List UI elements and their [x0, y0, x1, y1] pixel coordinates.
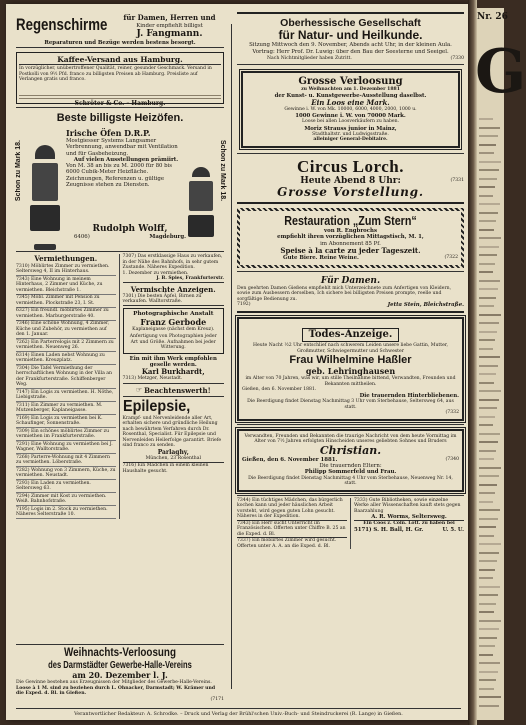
text-line	[479, 696, 501, 698]
text-line	[479, 484, 497, 486]
coffee-ad	[16, 50, 224, 108]
bottom-right-lottery: Ein Coos z. Cöln. Lott. zu haben bei	[363, 521, 455, 527]
text-line	[479, 297, 496, 299]
circus-show: Grosse Vorstellung.	[277, 184, 424, 199]
text-line	[479, 263, 495, 265]
text-line	[479, 169, 499, 171]
death2-place: Gießen, den 6. November 1881.	[242, 456, 338, 463]
text-line	[479, 560, 497, 562]
text-line	[479, 127, 500, 129]
text-line	[479, 399, 499, 401]
next-page-initial: G	[475, 37, 526, 107]
stove-icon	[35, 145, 55, 159]
lottery-title: Grosse Verloosung	[298, 76, 403, 88]
text-line	[479, 441, 498, 443]
ladies-title: Für Damen.	[320, 275, 381, 286]
text-line	[479, 288, 498, 290]
restaurant-beer: Gute Biere. Reine Weine.	[283, 255, 359, 262]
text-line	[479, 637, 497, 639]
text-line	[479, 662, 500, 664]
column-rule	[231, 24, 232, 689]
christmas-text: Die Gewinne bestehen aus Erzeugnissen der Mitglieder des Gewerbe-Halle-Vereins.	[16, 680, 212, 685]
lottery-date: zu Weihnachten am 1. Dezember 1881	[301, 87, 400, 93]
society-num: (7330	[450, 55, 464, 61]
next-page-edge	[475, 8, 526, 720]
death1-text: Heute Nacht ½2 Uhr entschlief nach schwerem Leiden unsere liebe Gattin, Mutter, Großmutter, Schwiegermutter und Schwester	[253, 343, 448, 354]
text-line	[479, 246, 499, 248]
lottery-line-1: Gewinne i. W. von Mk. 10000, 6000, 4000, 2000, 1000 u.	[284, 107, 417, 113]
restaurant-menu: Speise à la carte zu jeder Tageszeit.	[280, 245, 421, 255]
death2-num: (7340	[445, 456, 459, 462]
heater-body-5: Zeichnungen, Referenzen u. gültige Zeugnisse stehen zu Diensten.	[66, 175, 165, 189]
text-line	[479, 203, 500, 205]
stove-illustration-left	[30, 144, 60, 234]
rental-item: 7346) Eine schöne Wohnung, 4 Zimmer, Küche und Zubehör, zu vermiethen auf den 1. Januar.	[16, 321, 116, 340]
text-line	[479, 594, 498, 596]
death1-born: geb. Lehringhausen	[305, 366, 396, 377]
death1-title: Todes-Anzeige.	[302, 328, 400, 342]
bottom-left-text-3: 7337) Ein möblirtes Zimmer wird gesucht. Offerten unter A. A. an die Exped. d. Bl.	[237, 538, 337, 549]
rentals-list	[16, 263, 116, 519]
society-meeting: Sitzung Mittwoch den 9. November, Abends acht Uhr, in der kleinen Aula.	[249, 42, 452, 48]
mixed-title: Vermischte Anzeigen.	[130, 284, 216, 294]
text-line	[479, 645, 495, 647]
heater-firm: Rudolph Wolff,	[92, 224, 168, 234]
photo-title: Photographische Anstalt	[133, 310, 214, 317]
notice-3: J. B. Spies, Frankfurterstr.	[123, 276, 224, 283]
umbrella-note: Reparaturen und Bezüge werden bestens besorgt.	[44, 39, 196, 46]
rentals-title: Vermiethungen.	[34, 254, 98, 263]
text-line	[479, 186, 495, 188]
heater-ad	[16, 110, 224, 252]
burkhardt-addr: 7313) Metzger, Neustadt.	[123, 376, 224, 384]
text-line	[479, 339, 495, 341]
next-page-number: Nr. 26	[477, 12, 508, 22]
text-line	[479, 178, 497, 180]
lottery-ad	[237, 67, 464, 154]
text-line	[479, 322, 499, 324]
text-line	[479, 518, 498, 520]
bottom-ads	[237, 498, 464, 550]
restaurant-num: (7322	[444, 255, 458, 261]
umbrella-line-2: Kinder empfiehlt billigst	[136, 22, 203, 29]
death1-funeral: Die Beerdigung findet Dienstag Nachmittag 3 Uhr vom Sterbehause, Seltersweg 64, aus statt.	[247, 399, 454, 410]
umbrella-line-1: für Damen, Herren und	[123, 13, 216, 22]
rental-item: 6314) Einen Laden nebst Wohnung zu vermiethen. Kreuzplatz.	[16, 352, 116, 365]
christmas-headline: Weihnachts-Verloosung	[64, 645, 176, 659]
lottery-price: Ein Loos eine Mark.	[311, 97, 390, 107]
death-notice-1	[237, 315, 464, 424]
text-line	[479, 135, 498, 137]
mixed-column	[123, 254, 224, 519]
newspaper-page	[6, 4, 468, 720]
bottom-right-mark: U. 5. U.	[442, 526, 465, 533]
restaurant-ad	[237, 206, 464, 272]
rental-item: 7309) Ein schönes möblirtes Zimmer zu vermiethen im Frankfurterstraße.	[16, 428, 116, 441]
christmas-sub: des Darmstädter Gewerbe-Halle-Vereins	[48, 659, 192, 671]
circus-line: Heute Abend 8 Uhr:	[300, 175, 401, 186]
rental-item: 7345) Möbl. Zimmer mit Pension zu vermiethen. Plockstraße 23, I. St.	[16, 295, 116, 308]
lottery-line-2: 1000 Gewinne i. W. von 70000 Mark.	[295, 112, 406, 119]
text-line	[479, 356, 500, 358]
christmas-lottery-ad	[16, 644, 224, 702]
death2-funeral: Die Beerdigung findet Dienstag Nachmittag 4 Uhr vom Sterbehause, Neuenweg Nr. 14, statt.	[248, 475, 453, 487]
death1-name: Frau Wilhelmine Haßler	[289, 354, 412, 367]
rental-item: 7282) Wohnung von 3 Zimmern, Küche, zu vermiethen. Neustadt.	[16, 467, 116, 478]
burkhardt-name: Karl Burkhardt,	[141, 367, 205, 377]
text-line	[479, 705, 499, 707]
death2-mourners: Die trauernden Eltern:	[319, 463, 382, 470]
heater-body-2: Mostgiesser Systems Langsamer Verbrennung, anwendbar mit Ventilation und für Gasbeheizung.	[66, 138, 178, 157]
lottery-line-3: Loose bei allen Loosverkäufern zu haben.	[301, 119, 400, 125]
umbrella-ad	[16, 12, 224, 48]
text-line	[479, 671, 498, 673]
text-line	[479, 220, 496, 222]
lottery-sub: der Kunst- u. Kunstgewerbe-Ausstellung daselbst.	[274, 92, 427, 99]
photo-addr: Kaplaneigasse (nächst dem Kreuz).	[132, 326, 215, 332]
restaurant-text: empfiehlt ihren vorzüglichen Mittagstisch, M. 1,	[277, 234, 424, 241]
restaurant-sub: im Abonnement 85 Pf.	[320, 240, 381, 247]
rental-item: 7195) Logis im 2. Stock zu vermiethen. Näheres Selterstraße 10.	[16, 506, 116, 519]
notice-2: 1. Dezember zu vermiethen.	[122, 270, 189, 276]
ladies-num: 7192)	[237, 302, 251, 308]
text-line	[479, 475, 499, 477]
rental-item: 7169) Ein Logis zu vermiethen bei K. Schaufinger, Sonnenstraße.	[16, 415, 116, 428]
column-divider	[350, 498, 351, 550]
rental-item: 7293) Ein Laden zu vermiethen. Seltersweg 63.	[16, 480, 116, 493]
coffee-title: Kaffee-Versand aus Hamburg.	[19, 55, 221, 65]
text-line	[479, 509, 500, 511]
rentals-column	[16, 254, 116, 519]
text-line	[479, 373, 496, 375]
rental-item: 6327) Ein freundl. möblirtes Zimmer zu vermiethen. Marburgerstraße 40.	[16, 308, 116, 321]
rental-item: 7291) Eine Wohnung zu vermiethen bei J. Wagner, Walltorstraße.	[16, 441, 116, 454]
bottom-left-ads	[237, 498, 347, 550]
rental-item: 7268) Parterre-Wohnung mit 4 Zimmern zu vermiethen. Löberstraße.	[16, 454, 116, 467]
circus-num: (7331	[450, 177, 464, 183]
heater-side-left: Schon zu Mark 18.	[15, 140, 22, 202]
text-line	[479, 365, 498, 367]
mixed-text: 7301) Die besten Äpfel, Birnen zu verkaufen. Walltorstraße.	[123, 294, 224, 306]
text-line	[479, 577, 493, 579]
text-line	[479, 212, 498, 214]
restaurant-title: Restauration „Zum Stern“	[284, 213, 417, 228]
coffee-price-table	[19, 93, 221, 99]
death1-age: im Alter von 70 Jahren, was wir, um stille Theilnahme bittend, Verwandten, Freunden und Bekannten mittheilen.	[245, 376, 456, 387]
epilepsy-headline: Epilepsie,	[122, 397, 190, 415]
death2-text: Verwandten, Freunden und Bekannten die traurige Nachricht von dem heute Vormittag im Alter von 7½ Jahren erfolgten Hinscheiden unseres geliebten Sohnes und Bruders	[244, 433, 457, 445]
heater-body-4: Von M. 38 an bis zu M. 2000 für 80 bis 6000 Cubik-Meter Heizfläche.	[66, 163, 173, 176]
death1-place: Gießen, den 6. November 1881.	[242, 387, 317, 393]
coffee-line: Ein mit ihm Werk empfohlen geselle werden.	[129, 355, 217, 368]
bottom-left-text-2: 7343) Ein Herr sucht Unterricht im Französischen. Offerten unter Chiffre B. 25 an die Exped. d. Bl.	[237, 520, 346, 537]
text-line	[479, 603, 496, 605]
lottery-agent: Moriz Strauss junior in Mainz,	[304, 125, 397, 132]
text-line	[479, 229, 494, 231]
text-line	[479, 552, 499, 554]
ladies-text: Den geehrten Damen Gießens empfiehlt mich Unterzeichnete zum Anfertigen von Kleidern, sowie zum Ausbessern derselben, Ich sichere bei billigsten Preisen prompte, reelle und sorgfältige Bedienung zu.	[237, 285, 452, 302]
photo-firm: Franz Gerbode	[140, 316, 207, 327]
photo-ad	[123, 308, 224, 354]
stove-icon	[192, 167, 210, 177]
christmas-num: (7171	[210, 696, 224, 702]
epilepsy-signature: Parlaghy,	[157, 448, 189, 456]
rental-item: 7294) Zimmer mit Kost zu vermiethen. Weiß. Bahnhofstraße.	[16, 493, 116, 506]
epilepsy-text: Krampf- und Nervenleidende aller Art, erhalten sichere und gründliche Heilung nach bewährtem Verfahren durch Dr. Rosenthal, Specialist. Für Epilepsie und Nervenleiden Heilerfolge garantirt. Briefe sind franco zu senden.	[122, 415, 222, 449]
coffee-signature: Schröter & Co. – Hamburg.	[74, 100, 166, 107]
ad-7316: 7316) Ein Mädchen in einem kleinen Haushalte gesucht.	[123, 462, 224, 474]
text-line	[479, 467, 501, 469]
lottery-agent-3: alleiniger General-Debitaire.	[313, 137, 388, 143]
text-line	[479, 543, 501, 545]
text-line	[479, 501, 493, 503]
text-line	[479, 118, 493, 120]
bottom-right-text: 7333) Gute Bibliotheken, sowie einzelne Werke aller Wissenschaften kauft stets gegen Baarzahlung	[354, 497, 461, 514]
circus-ad	[237, 156, 464, 204]
text-line	[479, 144, 496, 146]
death2-parents: Philipp Sommerfeld und Frau.	[304, 469, 397, 476]
christmas-price: Loose à 1 M. sind zu beziehen durch L. Ohnacker, Darmstadt; W. Krämer und die Exped. d. Bl. in Gießen.	[16, 685, 216, 696]
text-line	[479, 152, 494, 154]
text-line	[479, 305, 494, 307]
heater-place: Magdeburg.	[149, 234, 186, 240]
circus-title: Circus Lorch.	[297, 156, 404, 176]
text-line	[479, 526, 496, 528]
text-line	[479, 254, 497, 256]
rental-item: 7311) Ein Zimmer zu vermiethen. M. Mutzenberger, Kaplaneigasse.	[16, 402, 116, 415]
heater-body-3: Auf vielen Ausstellungen prämiirt.	[73, 156, 179, 163]
heater-number: 6406)	[74, 234, 90, 240]
society-sub: für Natur- und Heilkunde.	[278, 28, 423, 42]
bottom-right-firm-2: 5171) S. H. Ball, H. Gr.	[354, 526, 424, 533]
text-line	[479, 195, 493, 197]
text-line	[479, 161, 501, 163]
ladies-signature: Jetta Stein, Bleichstraße.	[387, 302, 464, 309]
photo-text: Anfertigung von Photographien jeder Art und Größe. Aufnahmen bei jeder Witterung.	[129, 334, 217, 350]
text-line	[479, 271, 493, 273]
text-line	[479, 620, 501, 622]
text-line	[479, 424, 493, 426]
text-line	[479, 458, 494, 460]
lottery-agent-2: Stadthaltstr. und Ludwigsstraße.	[312, 131, 389, 137]
text-line	[479, 416, 495, 418]
death1-num: (7332	[445, 410, 459, 416]
death1-mourners: Die trauernden Hinterbliebenen.	[359, 392, 459, 399]
book-gutter	[468, 0, 477, 725]
text-line	[479, 331, 497, 333]
text-line	[479, 314, 501, 316]
right-column	[235, 4, 468, 720]
society-title: Oberhessische Gesellschaft	[280, 17, 421, 29]
restaurant-owner: von R. Engbrochs	[324, 227, 377, 234]
society-ad	[237, 12, 464, 65]
text-line	[479, 586, 500, 588]
text-line	[479, 450, 496, 452]
text-line	[479, 433, 500, 435]
rental-item: 7262) Ein Parterrelogis mit 2 Zimmern zu vermiethen. Neuenweg 26.	[16, 339, 114, 350]
text-line	[479, 348, 493, 350]
column-divider	[119, 254, 120, 519]
society-guests: Nach Nichtmitglieder haben Zutritt.	[267, 55, 352, 61]
text-line	[479, 280, 500, 282]
text-line	[479, 654, 493, 656]
text-line	[479, 628, 499, 630]
text-line	[479, 382, 494, 384]
coffee-text: In vorzüglicher, unübertroffener Qualität, reiner, gesunder Geschmack. Versand in Postkolli von 9½ Pfd. franco zu billigsten Preisen ab Hamburg. Preisliste auf Verlangen gratis und franco.	[19, 66, 212, 82]
text-line	[479, 679, 496, 681]
text-line	[479, 569, 495, 571]
umbrella-headline: Regenschirme	[16, 15, 108, 34]
umbrella-firm: J. Fangmann.	[136, 28, 203, 39]
heater-body-1: Irische Öfen D.R.P.	[66, 128, 151, 138]
ladies-ad	[237, 274, 464, 314]
text-line	[479, 237, 501, 239]
rental-item: 7304) Die Tafel Vermiethung der herrschaftlichen Wohnung in der Villa an der Frankfurterstraße. Schiffenberger Weg.	[16, 365, 116, 389]
text-line	[479, 407, 497, 409]
bottom-right-ads	[354, 498, 464, 550]
text-line	[479, 390, 501, 392]
epilepsy-ad	[123, 396, 224, 462]
society-lecture: Vortrag: Herr Prof. Dr. Luwig: über den Bau der Seesterne und Seeigel.	[252, 49, 449, 56]
rental-item: 7310) Möblirtes Zimmer zu vermiethen. Seltersweg 4, II im Hinterhaus.	[16, 263, 116, 276]
imprint-footer: Verantwortlicher Redakteur: A. Schrodke. – Druck und Verlag der Brühl'schen Univ.-Buch- und Steindruckerei (R. Lange) in Gießen.	[16, 708, 461, 717]
epilepsy-place: München, 23 Rosenthal	[145, 455, 201, 461]
text-line	[479, 611, 494, 613]
heater-title: Beste billigste Heizöfen.	[56, 112, 184, 124]
heater-side-right: Schon zu Mark 18.	[219, 140, 226, 202]
pointing-hand-icon: ☞	[135, 386, 143, 395]
left-column	[6, 4, 228, 720]
bottom-right-firm: A. R. Worms, Seltersweg.	[354, 514, 464, 521]
rental-item: 7147) Ein Logis zu vermiethen. H. Nöthe, Liebigstraße.	[16, 389, 116, 402]
bottom-left-text: 7344) Ein tüchtiges Mädchen, das bürgerlich kochen kann und jeder häuslichen Arbeit vorsteht, wird gegen guten Lohn gesucht. Näheres in der Expedition.	[237, 498, 347, 521]
death2-name: Christian.	[319, 443, 382, 457]
death-notice-2	[237, 427, 464, 496]
text-line	[479, 688, 494, 690]
stove-illustration-right	[188, 162, 214, 232]
notice-1: 7307) Das erstklassige Haus zu verkaufen, in der Nähe des Bahnhofs, in sehr gutem Zustande. Näheres Expedition.	[122, 254, 223, 270]
christmas-date: am 20. Dezember l. J.	[72, 670, 168, 680]
rental-item: 7343) Eine Wohnung in meinem Hinterhaus, 2 Zimmer und Küche, zu vermiethen. Bleichstraße 1.	[16, 276, 116, 295]
attention-heading: ☞ Beachtenswerth!	[135, 385, 211, 395]
text-line	[479, 492, 495, 494]
text-line	[479, 535, 494, 537]
